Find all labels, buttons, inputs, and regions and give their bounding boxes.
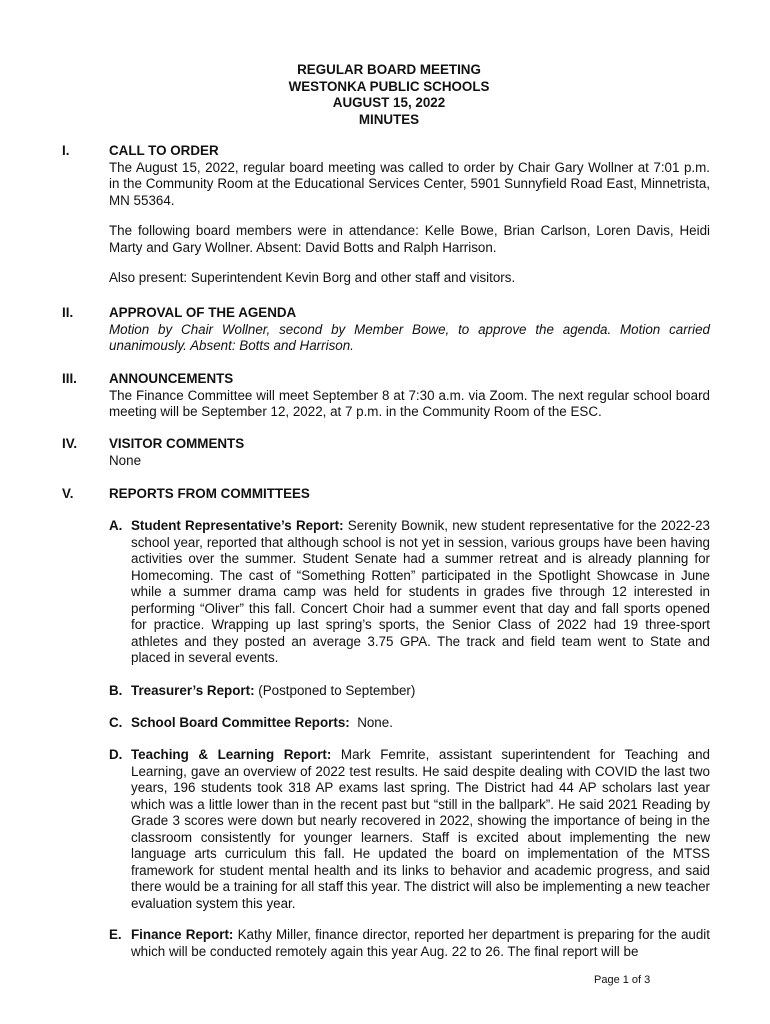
section-title: ANNOUNCEMENTS	[109, 371, 234, 386]
header-line-1: REGULAR BOARD MEETING	[297, 62, 481, 77]
item-title: Teaching & Learning Report:	[131, 747, 332, 762]
section-announcements	[62, 371, 710, 421]
item-body: (Postponed to September)	[254, 683, 416, 698]
section-number: III.	[62, 371, 77, 386]
item-title: Student Representative’s Report:	[131, 518, 344, 533]
section-call-to-order	[62, 143, 710, 287]
report-item-student-representative	[109, 518, 710, 667]
header-line-3: AUGUST 15, 2022	[332, 95, 446, 110]
report-item-treasurer	[109, 683, 710, 700]
section-approval-of-agenda	[62, 305, 710, 355]
item-letter: B.	[109, 683, 123, 698]
paragraph: The following board members were in attendance: Kelle Bowe, Brian Carlson, Loren Davis, Heidi Marty and Gary Wollner. Absent: David Botts and Ralph Harrison.	[109, 223, 710, 255]
item-letter: A.	[109, 518, 123, 533]
item-body: None.	[349, 715, 393, 730]
item-letter: D.	[109, 747, 123, 762]
report-item-finance	[109, 927, 710, 960]
report-item-teaching-learning	[109, 747, 710, 912]
paragraph: The Finance Committee will meet September 8 at 7:30 a.m. via Zoom. The next regular school board meeting will be September 12, 2022, at 7 p.m. in the Community Room of the ESC.	[109, 387, 710, 419]
section-title: VISITOR COMMENTS	[109, 436, 245, 451]
header-line-2: WESTONKA PUBLIC SCHOOLS	[288, 78, 490, 94]
item-letter: E.	[109, 927, 122, 942]
section-title: REPORTS FROM COMMITTEES	[109, 486, 310, 501]
section-number: I.	[62, 143, 70, 158]
paragraph: Also present: Superintendent Kevin Borg and other staff and visitors.	[109, 270, 516, 285]
item-title: Finance Report:	[131, 927, 234, 942]
paragraph: None	[109, 452, 142, 468]
section-title: CALL TO ORDER	[109, 143, 219, 158]
item-body: Kathy Miller, finance director, reported her department is preparing for the audit which will be conducted remotely again this year Aug. 22 to 26. The final report will be	[131, 927, 710, 959]
item-letter: C.	[109, 715, 123, 730]
paragraph: The August 15, 2022, regular board meeting was called to order by Chair Gary Wollner at 7:01 p.m. in the Community Room at the Educational Services Center, 5901 Sunnyfield Road East, Minnetrista, MN 55364.	[109, 159, 710, 208]
report-item-school-board-committee	[109, 715, 710, 732]
section-number: V.	[62, 486, 74, 501]
section-number: IV.	[62, 436, 78, 451]
page-number: Page 1 of 3	[594, 974, 651, 986]
section-reports-from-committees	[62, 486, 710, 503]
item-title: School Board Committee Reports:	[131, 715, 350, 730]
section-visitor-comments	[62, 436, 710, 469]
motion-paragraph: Motion by Chair Wollner, second by Member Bowe, to approve the agenda. Motion carried unanimously. Absent: Botts and Harrison.	[109, 321, 710, 353]
section-number: II.	[62, 305, 74, 320]
section-title: APPROVAL OF THE AGENDA	[109, 305, 297, 320]
item-title: Treasurer’s Report:	[131, 683, 255, 698]
item-body: Serenity Bownik, new student representative for the 2022-23 school year, reported that although school is not yet in session, various groups have been having activities over the summer. Student Senate had a summer retreat and is already planning for Homecoming. The cast of “Something Rotten” participated in the Spotlight Showcase in June while a summer drama camp was held for students in grades five through 12 interested in performing “Oliver” this fall. Concert Choir had a summer event that day and fall sports opened for practice. Wrapping up last spring’s sports, the Senior Class of 2022 had 19 three-sport athletes and they posted an average 3.75 GPA. The track and field team went to State and placed in several events.	[131, 518, 710, 665]
header-line-4: MINUTES	[358, 111, 420, 127]
item-body: Mark Femrite, assistant superintendent for Teaching and Learning, gave an overview of 2022 test results. He said despite dealing with COVID the last two years, 196 students took 318 AP exams last spring. The District had 44 AP scholars last year which was a little lower than in the recent past but “still in the ballpark”. He said 2021 Reading by Grade 3 scores were down but nearly recovered in 2022, showing the importance of being in the classroom consistently for younger learners. Staff is excited about implementing the new language arts curriculum this fall. He updated the board on implementation of the MTSS framework for student mental health and its links to behavior and academic progress, and said there would be a training for all staff this year. The district will also be implementing a new teacher evaluation system this year.	[131, 747, 710, 911]
document-header	[0, 62, 770, 128]
